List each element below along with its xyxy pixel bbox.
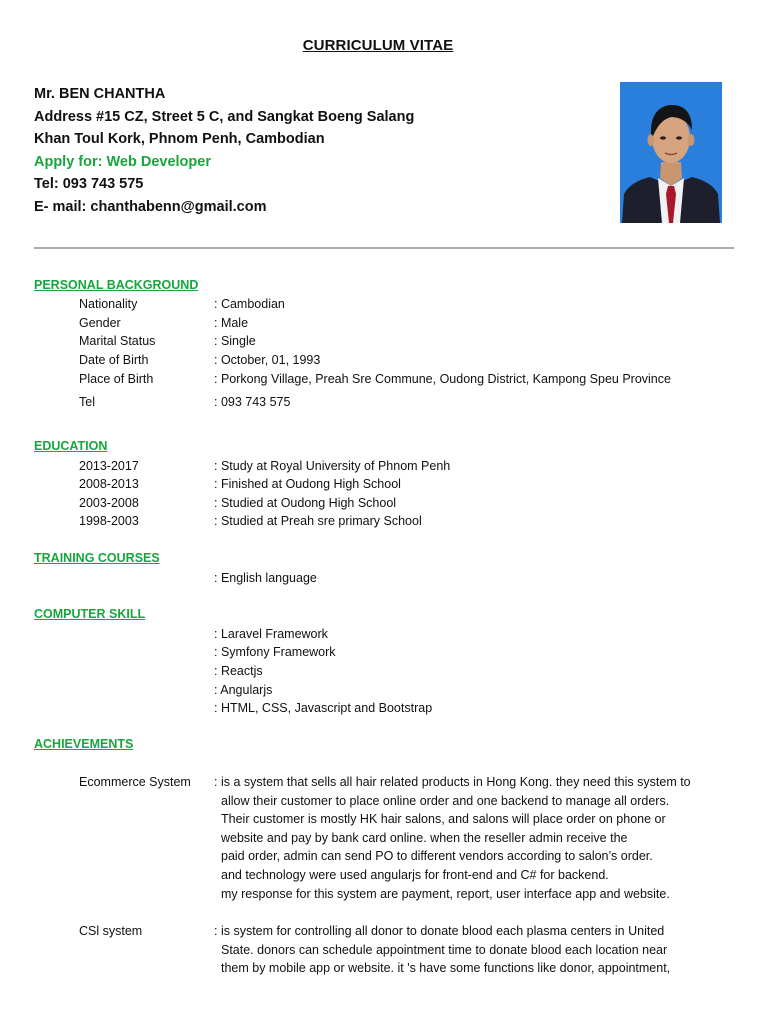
- education-years: 2008-2013: [79, 477, 139, 491]
- achievement-line: them by mobile app or website. it 's have some functions like donor, appointment,: [221, 961, 671, 976]
- personal-label: Place of Birth: [79, 372, 154, 386]
- section-heading-training: TRAINING COURSES: [34, 551, 160, 565]
- personal-label: Date of Birth: [79, 353, 149, 367]
- achievement-line: allow their customer to place online order and one backend to manage all orders.: [221, 793, 670, 808]
- achievement-line: : is system for controlling all donor to donate blood each plasma centers in United: [214, 924, 665, 938]
- achievement-title: CSl system: [79, 924, 143, 938]
- achievement-line: and technology were used angularjs for front-end and C# for backend.: [221, 867, 609, 882]
- section-heading-education: EDUCATION: [34, 439, 108, 453]
- personal-value: : Porkong Village, Preah Sre Commune, Oudong District, Kampong Speu Province: [214, 372, 671, 386]
- skill-item: : Symfony Framework: [214, 645, 336, 659]
- contact-header: [34, 83, 414, 218]
- achievement-line: State. donors can schedule appointment time to donate blood each location near: [221, 942, 668, 957]
- achievement-line: my response for this system are payment, report, user interface app and website.: [221, 886, 670, 901]
- portrait-image: [620, 82, 722, 223]
- achievement-description: [214, 922, 754, 978]
- achievement-line: paid order, admin can send PO to different vendors according to salon’s order.: [221, 849, 653, 864]
- personal-label: Nationality: [79, 297, 138, 311]
- applicant-name: Mr. BEN CHANTHA: [34, 86, 166, 102]
- achievement-line: Their customer is mostly HK hair salons, and salons will place order on phone or: [221, 812, 666, 827]
- achievement-title: Ecommerce System: [79, 775, 191, 789]
- skill-item: : Laravel Framework: [214, 627, 328, 641]
- personal-label: Gender: [79, 316, 121, 330]
- achievement-description: [214, 773, 754, 903]
- header-tel: Tel: 093 743 575: [34, 176, 144, 192]
- apply-for: Apply for: Web Developer: [34, 153, 211, 170]
- section-heading-achievements: ACHIEVEMENTS: [34, 737, 134, 751]
- page-title: CURRICULUM VITAE: [302, 37, 454, 54]
- education-years: 2013-2017: [79, 459, 139, 473]
- achievement-line: : is a system that sells all hair related products in Hong Kong. they need this system to: [214, 775, 691, 789]
- address-line-2: Khan Toul Kork, Phnom Penh, Cambodian: [34, 131, 325, 147]
- personal-value: : October, 01, 1993: [214, 353, 321, 367]
- education-years: 1998-2003: [79, 514, 139, 528]
- personal-value: : 093 743 575: [214, 395, 291, 409]
- address-line-1: Address #15 CZ, Street 5 C, and Sangkat Boeng Salang: [34, 108, 415, 125]
- personal-value: : Cambodian: [214, 297, 285, 311]
- header-email: E- mail: chanthabenn@gmail.com: [34, 198, 267, 215]
- personal-label: Marital Status: [79, 334, 156, 348]
- section-heading-personal: PERSONAL BACKGROUND: [34, 278, 199, 292]
- header-divider: [34, 247, 734, 249]
- education-years: 2003-2008: [79, 496, 139, 510]
- skill-item: : Reactjs: [214, 664, 263, 678]
- personal-label: Tel: [79, 395, 95, 409]
- personal-value: : Male: [214, 316, 249, 330]
- skill-item: : HTML, CSS, Javascript and Bootstrap: [214, 701, 433, 715]
- applicant-photo: [620, 82, 722, 223]
- education-detail: : Studied at Oudong High School: [214, 496, 397, 510]
- achievement-line: website and pay by bank card online. when the reseller admin receive the: [221, 830, 628, 845]
- education-detail: : Study at Royal University of Phnom Penh: [214, 459, 451, 473]
- education-detail: : Studied at Preah sre primary School: [214, 514, 422, 528]
- training-item: : English language: [214, 571, 317, 585]
- section-heading-computer-skill: COMPUTER SKILL: [34, 607, 146, 621]
- skill-item: : Angularjs: [214, 683, 273, 697]
- personal-value: : Single: [214, 334, 256, 348]
- education-detail: : Finished at Oudong High School: [214, 477, 401, 491]
